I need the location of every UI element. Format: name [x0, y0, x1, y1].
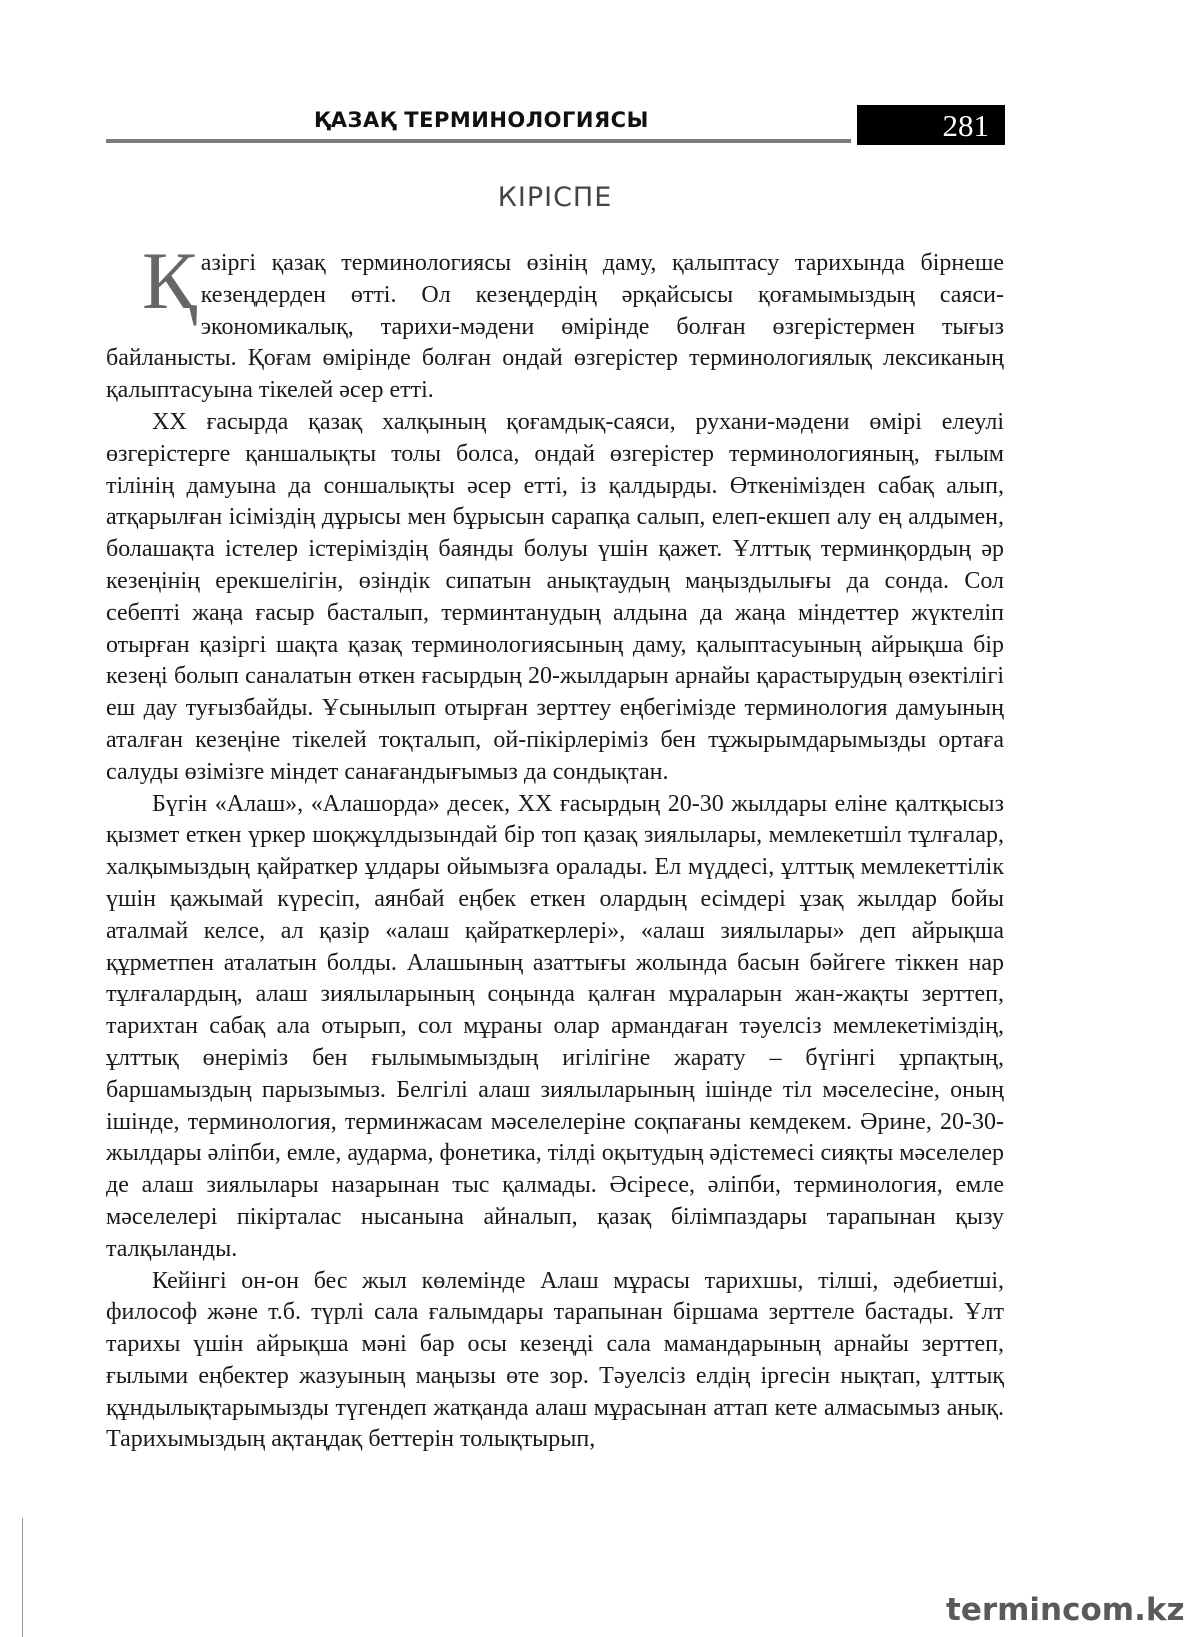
section-title: КІРІСПЕ: [497, 182, 613, 213]
running-title: ҚАЗАҚ ТЕРМИНОЛОГИЯСЫ: [314, 108, 649, 132]
watermark-logo: termincom.kz: [946, 1592, 1185, 1628]
paragraph-2: ХХ ғасырда қазақ халқының қоғамдық-саяси, рухани-мәдени өмірі елеулі өзгерістерге қаншалықты толы болса, ондай өзгерістер терминологияның, ғылым тілінің дамуына да соншалықты әсер етті, із қалдырды. Өткенімізден сабақ алып, атқарылған ісіміздің дұрысы мен бұрысын сарапқа салып, елеп-екшеп алу ең алдымен, болашақта істелер істеріміздің баянды болуы үшін қажет. Ұлттық терминқордың әр кезеңінің ерекшелігін, өзіндік сипатын анықтаудың маңыздылығы да сонда. Сол себепті жаңа ғасыр басталып, терминтанудың алдына да жаңа міндеттер жүктеліп отырған қазіргі шақта қазақ терминологиясының даму, қалыптасуының айрықша бір кезеңі болып саналатын өткен ғасырдың 20-жылдарын арнайы қарастырудың өзектілігі еш дау туғызбайды. Ұсынылып отырған зерттеу еңбегімізде терминология дамуының аталған кезеңіне тікелей тоқталып, ой-пікірлеріміз бен тұжырымдарымызды ортаға салуды өзімізге міндет санағандығымыз да сондықтан.: [106, 408, 1004, 785]
drop-cap: Қ: [142, 235, 197, 326]
page-number: 281: [942, 108, 989, 143]
page-number-box: [857, 105, 1005, 145]
header-rule: [106, 139, 851, 143]
paragraph-3: Бүгін «Алаш», «Алашорда» десек, ХХ ғасырдың 20-30 жылдары еліне қалтқысыз қызмет еткен үркер шоқжұлдызындай бір топ қазақ зиялылары, мемлекетшіл тұлғалар, халқымыздың қайраткер ұлдары ойымызға оралады. Ел мүддесі, ұлттық мемлекеттілік үшін қажымай күресіп, аянбай еңбек еткен олардың есімдері ұзақ жылдар бойы аталмай келсе, ал қазір «алаш қайраткерлері», «алаш зиялылары» деп айрықша құрметпен аталатын болды. Алашының азаттығы жолында басын бәйгеге тіккен нар тұлғалардың, алаш зиялыларының соңында қалған мұраларын жан-жақты зерттеп, тарихтан сабақ ала отырып, сол мұраны олар армандаған тәуелсіз мемлекетіміздің, ұлттық өнеріміз бен ғылымымыздың игілігіне жарату – бүгінгі ұрпақтың, баршамыздың парызымыз. Белгілі алаш зиялыларының ішінде тіл мәселесіне, оның ішінде, терминология, терминжасам мәселелеріне соқпағаны кемдекем. Әрине, 20-30-жылдары әліпби, емле, аударма, фонетика, тілді оқытудың әдістемесі сияқты мәселелер де алаш зиялылары назарынан тыс қалмады. Әсіресе, әліпби, терминология, емле мәселелері пікірталас нысанына айналып, қазақ білімпаздары тарапынан қызу талқыланды.: [106, 790, 1004, 1262]
paragraph-4: Кейінгі он-он бес жыл көлемінде Алаш мұрасы тарихшы, тілші, әдебиетші, философ және т.б. түрлі сала ғалымдары тарапынан біршама зерттеле бастады. Ұлт тарихы үшін айрықша мәні бар осы кезеңді сала мамандарының арнайы зерттеп, ғылыми еңбектер жазуының маңызы өте зор. Тәуелсіз елдің іргесін нықтап, ұлттық құндылықтарымызды түгендеп жатқанда алаш мұрасынан аттап кете алмасымыз анық. Тарихымыздың ақтаңдақ беттерін толықтырып,: [106, 1267, 1004, 1453]
body-text: [106, 235, 1004, 1456]
paragraph-1: [106, 235, 1004, 407]
margin-line: [22, 1518, 23, 1637]
paragraph-1-text: азіргі қазақ терминологиясы өзінің даму, қалыптасу тарихында бірнеше кезеңдерден өтті. Ол кезеңдердің әрқайсысы қоғамымыздың саяси-экономикалық, тарихи-мәдени өмірінде болған өзгерістермен тығыз байланысты. Қоғам өмірінде болған ондай өзгерістер терминологиялық лексиканың қалыптасуына тікелей әсер етті.: [106, 250, 1004, 404]
